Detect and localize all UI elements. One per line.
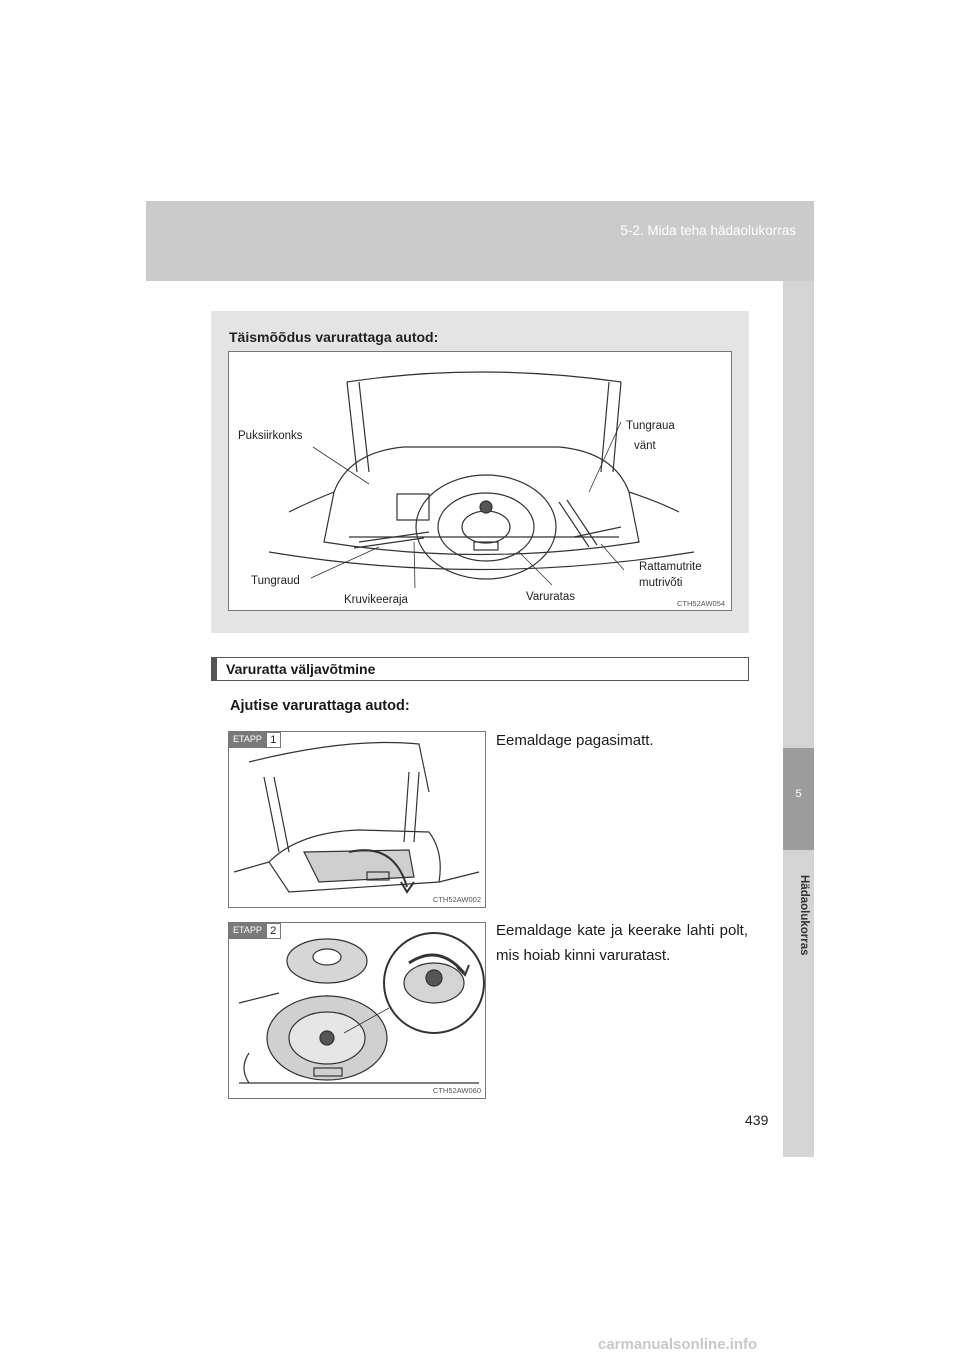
step-2-badge (229, 923, 281, 939)
header-band (146, 201, 814, 281)
label-screwdriver: Kruvikeeraja (344, 594, 408, 606)
step-1-figure-code: CTH52AW002 (432, 895, 481, 904)
step-1-text: Eemaldage pagasimatt. (496, 732, 654, 749)
subheading: Ajutise varurattaga autod: (230, 698, 410, 714)
section-heading-text: Varuratta väljavõtmine (226, 661, 376, 677)
section-heading (211, 657, 749, 681)
label-jack-handle-2: vänt (634, 440, 656, 452)
step-2-etapp: ETAPP (229, 923, 266, 939)
step-2-number: 2 (266, 923, 281, 939)
trunk-tools-figure (228, 351, 732, 611)
figure-code: CTH52AW054 (677, 599, 726, 608)
chapter-number: 5 (795, 788, 802, 800)
step-1-number: 1 (266, 732, 281, 748)
step-2-text: Eemaldage kate ja keerake lahti polt, mis hoiab kinni varuratast. (496, 922, 748, 964)
step-1-figure (228, 731, 486, 908)
label-spare-tire: Varuratas (526, 591, 576, 603)
section-title: 5-2. Mida teha hädaolukorras (620, 223, 796, 238)
section-heading-bar (212, 658, 217, 680)
label-jack: Tungraud (251, 575, 300, 587)
note-title: Täismõõdus varurattaga autod: (229, 329, 439, 345)
chapter-number-box (783, 748, 814, 850)
step-1-etapp: ETAPP (229, 732, 266, 748)
label-tow-hook: Puksiirkonks (238, 430, 303, 442)
page-number: 439 (745, 1112, 769, 1128)
chapter-label: Hädaolukorras (798, 874, 810, 956)
step-2-figure (228, 922, 486, 1099)
chapter-side-tab (783, 281, 814, 1157)
watermark: carmanualsonline.info (598, 1336, 758, 1353)
label-jack-handle-1: Tungraua (626, 420, 675, 432)
spare-cover-illustration (229, 923, 485, 1098)
full-size-spare-note (211, 311, 749, 633)
trunk-mat-illustration (229, 732, 485, 907)
step-2-figure-code: CTH52AW060 (432, 1086, 481, 1095)
label-wheel-wrench-2: mutrivõti (639, 577, 683, 589)
label-wheel-wrench-1: Rattamutrite (639, 561, 702, 573)
step-1-badge (229, 732, 281, 748)
